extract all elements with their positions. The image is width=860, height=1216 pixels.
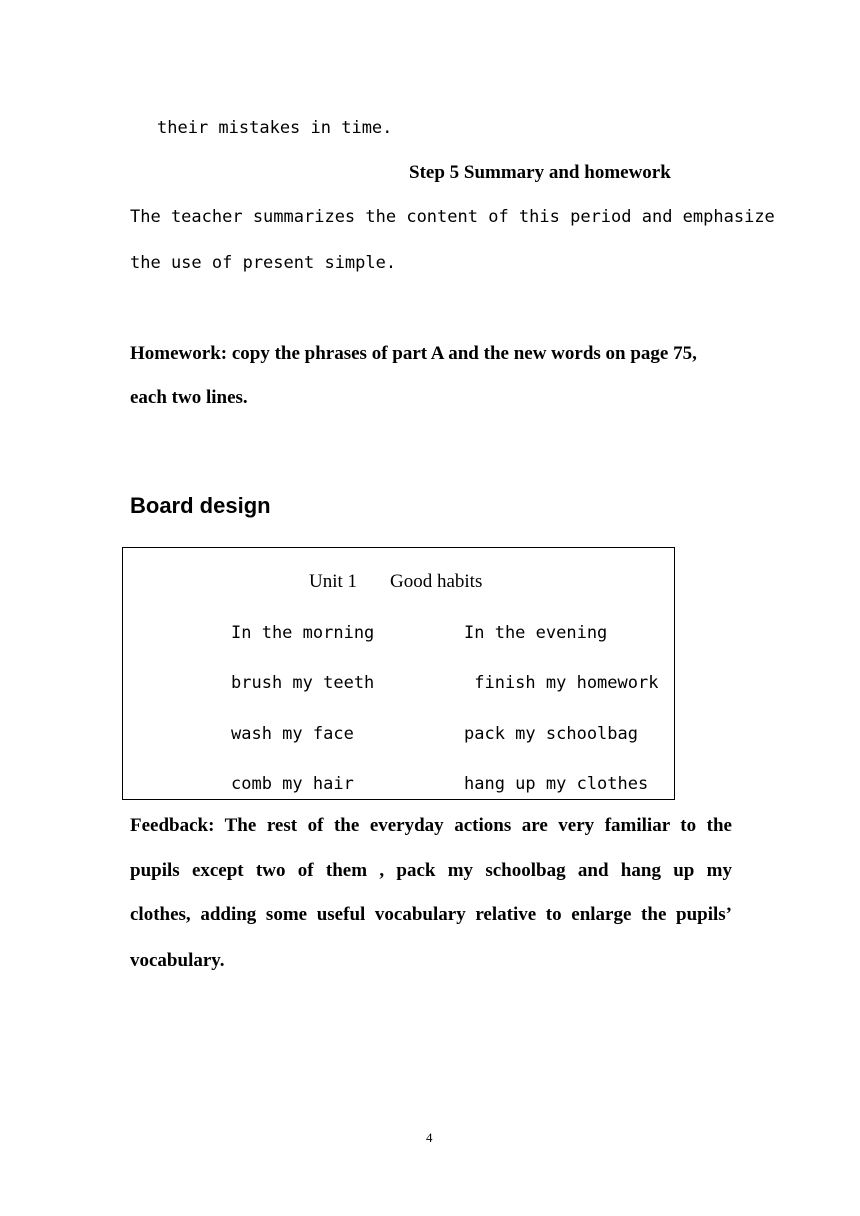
board-unit-title: Good habits [390,571,483,592]
homework-line-2: each two lines. [130,387,248,408]
feedback-line-4: vocabulary. [130,950,225,971]
feedback-line-2: pupils except two of them , pack my schoolbag and hang up my [130,860,732,881]
summary-line-1: The teacher summarizes the content of this period and emphasize [130,207,775,227]
board-left-item: comb my hair [231,774,354,794]
board-left-item: In the morning [231,623,375,643]
board-unit-label: Unit 1 [309,571,358,592]
feedback-line-3: clothes, adding some useful vocabulary relative to enlarge the pupils’ [130,904,732,925]
intro-line: their mistakes in time. [157,118,393,138]
homework-line-1: Homework: copy the phrases of part A and the new words on page 75, [130,343,697,364]
board-design-heading: Board design [130,493,271,518]
board-right-item: finish my homework [464,673,659,693]
feedback-line-1: Feedback: The rest of the everyday actions are very familiar to the [130,815,732,836]
board-right-item: pack my schoolbag [464,724,638,744]
board-right-item: In the evening [464,623,608,643]
page-number: 4 [426,1130,433,1145]
board-right-item: hang up my clothes [464,774,649,794]
board-left-item: wash my face [231,724,354,744]
step5-heading: Step 5 Summary and homework [409,162,671,183]
summary-line-2: the use of present simple. [130,253,397,273]
board-left-item: brush my teeth [231,673,375,693]
